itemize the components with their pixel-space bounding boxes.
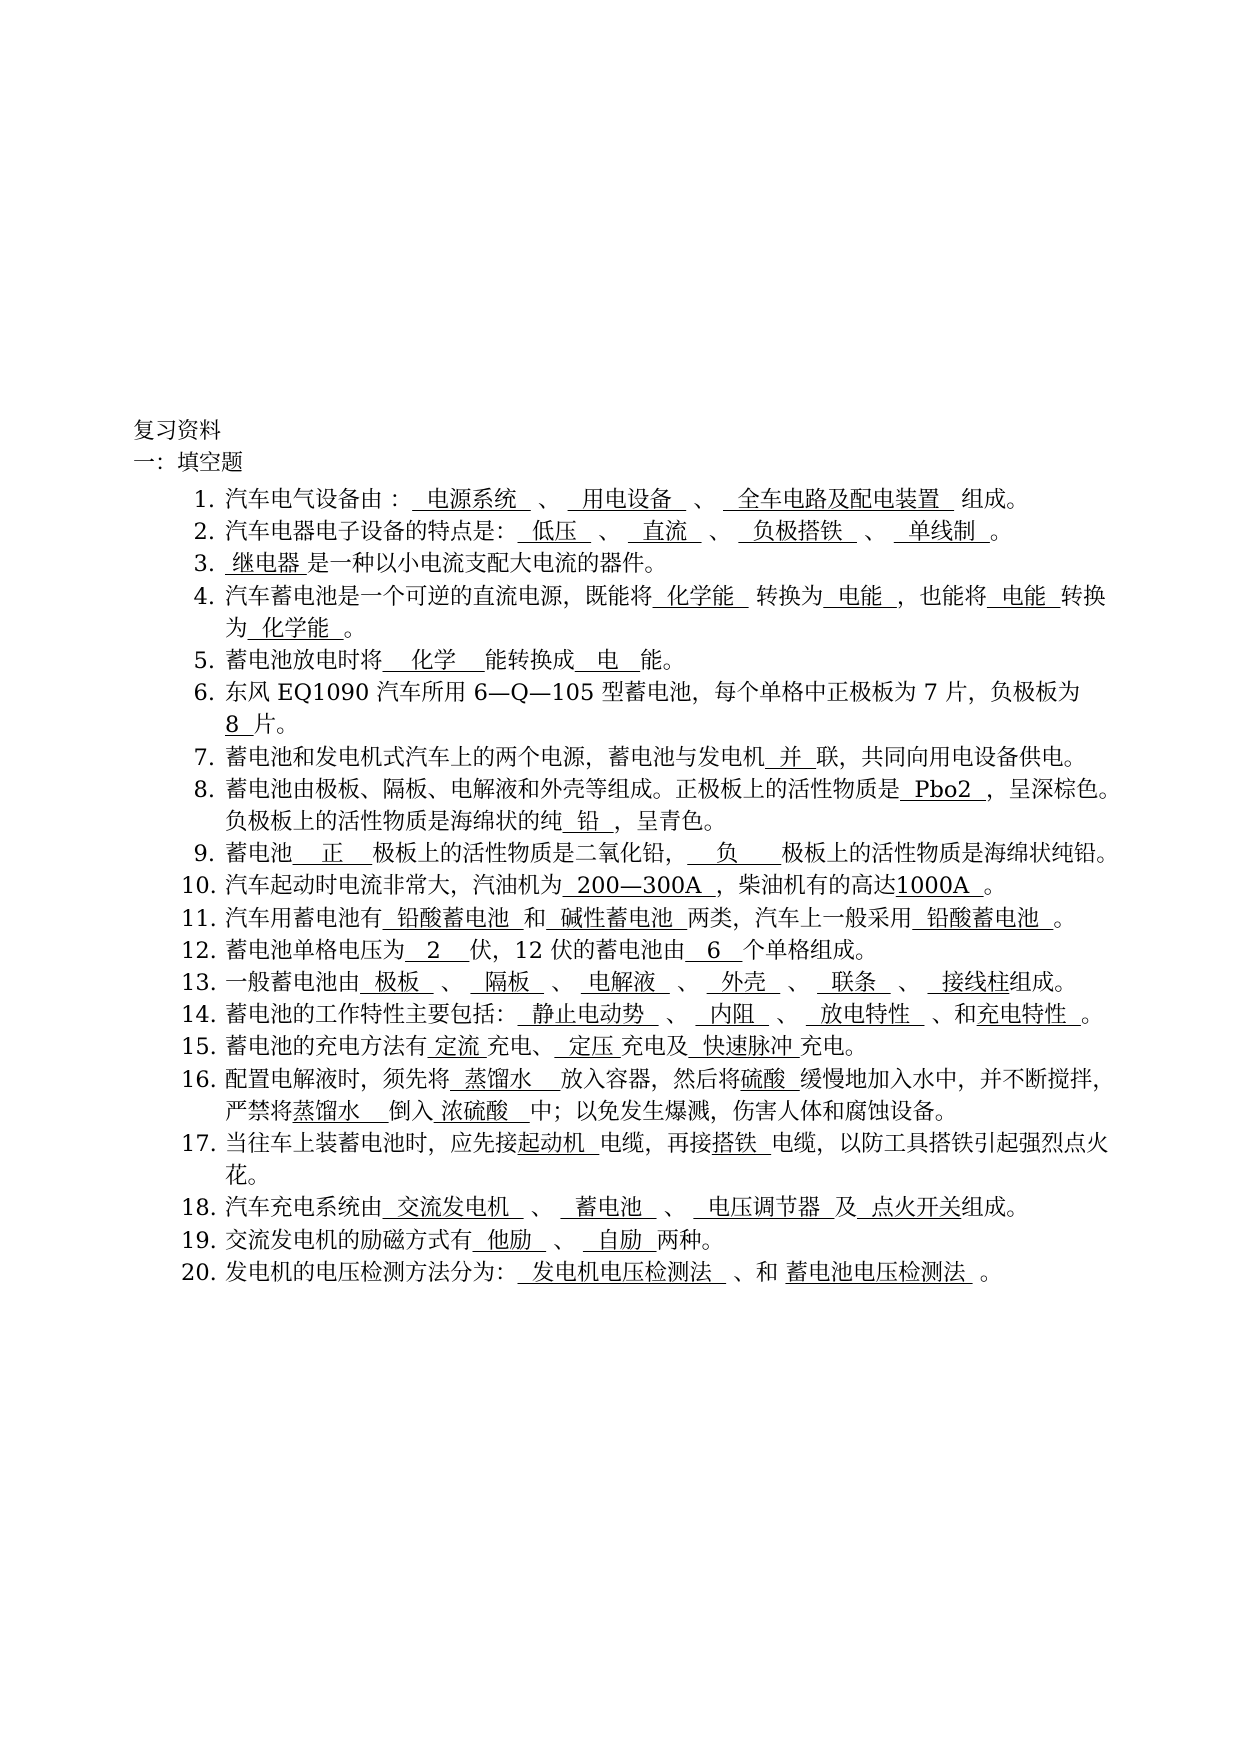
question-text-segment: 两类，汽车上一般采用 <box>687 905 913 932</box>
answer-blank: 充电特性 <box>976 1002 1081 1029</box>
question-text-segment: 中；以免发生爆溅，伤害人体和腐蚀设备。 <box>529 1098 958 1125</box>
question-item <box>181 548 1123 580</box>
question-text-segment: 、 <box>669 970 707 997</box>
question-text-segment: 片。 <box>253 712 299 739</box>
question-text-segment: 汽车起动时电流非常大，汽油机为 <box>225 873 563 900</box>
question-text <box>225 516 1123 548</box>
question-text-segment: 和 <box>523 905 547 932</box>
question-text-segment: 。 <box>983 873 1007 900</box>
question-text-segment: 电缆，以防工具搭铁引起强烈点火花。 <box>225 1131 1109 1190</box>
document-page <box>133 418 1123 1286</box>
question-text-segment: 极板上的活性物质是海绵状纯铅。 <box>781 841 1119 868</box>
question-text-segment: 交流发电机的励磁方式有 <box>225 1227 473 1254</box>
question-number: 11. <box>181 905 217 932</box>
question-text-segment: 。 <box>989 519 1013 546</box>
answer-blank: 电源系统 <box>412 487 531 513</box>
question-text-segment: 蓄电池的工作特性主要包括： <box>225 1002 518 1029</box>
question-number: 13. <box>181 970 217 997</box>
answer-blank: 发电机电压检测法 <box>517 1259 727 1286</box>
question-item <box>181 677 1123 741</box>
question-text-segment: 、 <box>769 1002 806 1029</box>
question-item <box>181 484 1123 516</box>
question-text-segment: 一般蓄电池由 <box>225 970 361 997</box>
question-text <box>225 999 1123 1031</box>
question-number: 9. <box>193 841 215 868</box>
question-item <box>181 1225 1123 1257</box>
question-text-segment: 汽车蓄电池是一个可逆的直流电源，既能将 <box>225 583 653 610</box>
question-text-segment: 汽车充电系统由 <box>225 1195 383 1222</box>
question-number: 2. <box>193 519 215 546</box>
question-number: 8. <box>193 776 215 803</box>
answer-blank: 放电特性 <box>805 1002 925 1029</box>
question-text-segment: 汽车电气设备由 ： <box>225 487 413 513</box>
answer-blank: 交流发电机 <box>382 1195 524 1222</box>
answer-blank: 电压调节器 <box>693 1195 835 1222</box>
question-number: 14. <box>181 1002 217 1029</box>
question-number: 3. <box>193 551 215 578</box>
question-text-segment: ，呈青色。 <box>613 809 727 836</box>
question-item <box>181 1192 1123 1224</box>
answer-blank: 负极搭铁 <box>738 519 857 546</box>
question-text <box>225 838 1123 870</box>
question-text-segment: 汽车用蓄电池有 <box>225 905 383 932</box>
answer-blank: 铅酸蓄电池 <box>382 905 524 932</box>
question-text <box>225 484 1123 516</box>
question-text-segment: 。 <box>1080 1002 1104 1029</box>
answer-blank: 点火开关 <box>856 1195 962 1222</box>
question-item <box>181 903 1123 935</box>
question-item <box>181 935 1123 967</box>
question-text-segment: 个单格组成。 <box>742 937 878 964</box>
question-text-segment: 蓄电池放电时将 <box>225 648 383 675</box>
answer-blank: 蒸馏水 <box>450 1066 561 1093</box>
question-text-segment: 、 <box>530 487 568 513</box>
question-text-segment: 联，共同向用电设备供电。 <box>816 744 1087 771</box>
question-text-segment: 、 <box>658 1002 696 1029</box>
question-text-segment: 缓慢地加入水中，并不断搅拌，严禁将 <box>225 1066 1115 1125</box>
question-number: 10. <box>181 873 217 900</box>
answer-blank: 蓄电池 <box>560 1195 657 1222</box>
question-text-segment: ，柴油机有的高达 <box>715 873 896 900</box>
question-text-segment: 充电及 <box>620 1034 689 1061</box>
question-number: 12. <box>181 937 217 964</box>
answer-blank: 外壳 <box>706 970 781 997</box>
question-list <box>181 484 1123 1289</box>
question-text-segment: 组成。 <box>954 487 1029 513</box>
question-text-segment: 能转换成 <box>484 648 575 675</box>
answer-blank: 联条 <box>817 970 891 997</box>
question-text-segment: 蓄电池单格电压为 <box>225 937 406 964</box>
section-heading: 一：填空题 <box>133 451 244 476</box>
question-text <box>225 1257 1123 1289</box>
answer-blank: 8 <box>225 712 254 739</box>
question-text-segment: 。 <box>343 615 367 642</box>
question-text <box>225 774 1123 838</box>
answer-blank: 内阻 <box>695 1002 770 1029</box>
question-text-segment: 、 <box>591 519 628 546</box>
question-text <box>225 581 1123 645</box>
question-item <box>181 516 1123 548</box>
answer-blank: Pbo2 <box>900 776 987 803</box>
answer-blank: 搭铁 <box>711 1131 772 1158</box>
answer-blank: 自励 <box>582 1227 657 1254</box>
question-text-segment: 东风 EQ1090 汽车所用 6—Q—105 型蓄电池，每个单格中正极板为 7 片，负极板为 <box>225 680 1081 707</box>
answer-blank: 他励 <box>472 1227 547 1254</box>
answer-blank: 铅 <box>562 809 614 836</box>
answer-blank: 定压 <box>554 1034 621 1061</box>
question-text-segment: 。 <box>1053 905 1076 932</box>
question-text <box>225 903 1123 935</box>
answer-blank: 化学 <box>382 648 485 675</box>
question-item <box>181 742 1123 774</box>
question-number: 1. <box>193 487 215 513</box>
answer-blank: 并 <box>765 744 817 771</box>
question-text-segment: 、 <box>433 970 471 997</box>
question-number: 19. <box>181 1227 217 1254</box>
question-number: 16. <box>181 1066 217 1093</box>
question-item <box>181 967 1123 999</box>
question-text-segment: 充电、 <box>486 1034 555 1061</box>
question-text-segment: 、 <box>656 1195 694 1222</box>
answer-blank: 直流 <box>627 519 702 546</box>
answer-blank: 单线制 <box>893 519 990 546</box>
question-number: 15. <box>181 1034 217 1061</box>
question-text <box>225 1031 1123 1063</box>
question-text-segment: 能。 <box>640 648 686 675</box>
answer-blank: 电能 <box>823 583 897 610</box>
question-item <box>181 1257 1123 1289</box>
question-number: 7. <box>193 744 215 771</box>
answer-blank: 负 <box>687 841 782 868</box>
question-text-segment: 转换为 <box>748 583 824 610</box>
question-item <box>181 1064 1123 1128</box>
question-text-segment: 两种。 <box>656 1227 725 1254</box>
answer-blank: 化学能 <box>652 583 749 610</box>
answer-blank: 起动机 <box>517 1131 600 1158</box>
answer-blank: 蒸馏水 <box>292 1098 389 1125</box>
question-text-segment: 、 <box>701 519 739 546</box>
question-item <box>181 870 1123 902</box>
answer-blank: 蓄电池电压检测法 <box>785 1259 973 1286</box>
question-text-segment: 极板上的活性物质是二氧化铅， <box>372 841 688 868</box>
question-item <box>181 1031 1123 1063</box>
answer-blank: 浓硫酸 <box>433 1098 530 1125</box>
question-number: 4. <box>193 583 215 610</box>
answer-blank: 全车电路及配电装置 <box>723 487 955 513</box>
question-text-segment: 蓄电池和发电机式汽车上的两个电源，蓄电池与发电机 <box>225 744 766 771</box>
question-text-segment: 、 <box>544 970 581 997</box>
question-text-segment: 组成。 <box>961 1195 1029 1222</box>
question-item <box>181 581 1123 645</box>
question-text-segment: 蓄电池由极板、隔板、电解液和外壳等组成。正极板上的活性物质是 <box>225 776 901 803</box>
answer-blank: 快速脉冲 <box>688 1034 800 1061</box>
question-text <box>225 548 1123 580</box>
answer-blank: 极板 <box>360 970 434 997</box>
question-text-segment: 。 <box>972 1259 1003 1286</box>
question-text-segment: 转换为 <box>225 583 1106 642</box>
answer-blank: 电解液 <box>580 970 670 997</box>
answer-blank: 2 <box>405 937 470 964</box>
question-text <box>225 1064 1123 1128</box>
question-text-segment: ，也能将 <box>896 583 987 610</box>
question-text-segment: 及 <box>834 1195 857 1222</box>
question-text <box>225 935 1123 967</box>
question-text-segment: 伏，12 伏的蓄电池由 <box>469 937 686 964</box>
question-text-segment: 、和 <box>924 1002 977 1029</box>
question-text-segment: 、和 <box>726 1259 786 1286</box>
question-text <box>225 677 1123 741</box>
answer-blank: 继电器 <box>225 551 307 578</box>
answer-blank: 定流 <box>427 1034 487 1061</box>
answer-blank: 用电设备 <box>567 487 687 513</box>
question-item <box>181 838 1123 870</box>
question-text-segment: 发电机的电压检测方法分为： <box>225 1259 518 1286</box>
answer-blank: 静止电动势 <box>517 1002 659 1029</box>
answer-blank: 1000A <box>895 873 984 900</box>
question-number: 18. <box>181 1195 217 1222</box>
question-text-segment: 充电。 <box>799 1034 868 1061</box>
question-text-segment: 、 <box>780 970 818 997</box>
answer-blank: 6 <box>685 937 743 964</box>
question-text <box>225 645 1123 677</box>
question-text-segment: 配置电解液时，须先将 <box>225 1066 451 1093</box>
answer-blank: 隔板 <box>470 970 545 997</box>
question-item <box>181 999 1123 1031</box>
document-title: 复习资料 <box>133 419 222 444</box>
answer-blank: 200—300A <box>562 873 716 900</box>
question-number: 17. <box>181 1131 217 1158</box>
question-text-segment: 、 <box>523 1195 561 1222</box>
question-number: 20. <box>181 1259 217 1286</box>
answer-blank: 电能 <box>986 583 1061 610</box>
question-text <box>225 870 1123 902</box>
answer-blank: 正 <box>292 841 373 868</box>
question-text-segment: 、 <box>856 519 894 546</box>
question-number: 5. <box>193 648 215 675</box>
question-text-segment: 电缆，再接 <box>599 1131 712 1158</box>
answer-blank: 铅酸蓄电池 <box>912 905 1054 932</box>
answer-blank: 接线柱 <box>927 970 1010 997</box>
question-text <box>225 1192 1123 1224</box>
question-number: 6. <box>193 680 215 707</box>
question-text-segment: 蓄电池 <box>225 841 293 868</box>
question-text-segment: 倒入 <box>388 1098 434 1125</box>
question-item <box>181 645 1123 677</box>
question-text-segment: ，呈深棕色。负极板上的活性物质是海绵状的纯 <box>225 776 1122 836</box>
question-text-segment: 当往车上装蓄电池时，应先接 <box>225 1131 518 1158</box>
answer-blank: 化学能 <box>247 615 344 642</box>
question-text <box>225 742 1123 774</box>
question-text-segment: 是一种以小电流支配大电流的器件。 <box>306 551 667 578</box>
question-text-segment: 组成。 <box>1009 970 1077 997</box>
question-item <box>181 774 1123 838</box>
question-text-segment: 、 <box>546 1227 583 1254</box>
answer-blank: 低压 <box>517 519 592 546</box>
question-text <box>225 967 1123 999</box>
question-item <box>181 1128 1123 1192</box>
question-text-segment: 、 <box>686 487 723 513</box>
question-text-segment: 、 <box>890 970 928 997</box>
question-text-segment: 汽车电器电子设备的特点是： <box>225 519 518 546</box>
answer-blank: 碱性蓄电池 <box>546 905 688 932</box>
answer-blank: 硫酸 <box>740 1066 800 1093</box>
question-text <box>225 1225 1123 1257</box>
question-text <box>225 1128 1123 1192</box>
question-text-segment: 蓄电池的充电方法有 <box>225 1034 428 1061</box>
question-text-segment: 放入容器，然后将 <box>560 1066 741 1093</box>
answer-blank: 电 <box>574 648 641 675</box>
